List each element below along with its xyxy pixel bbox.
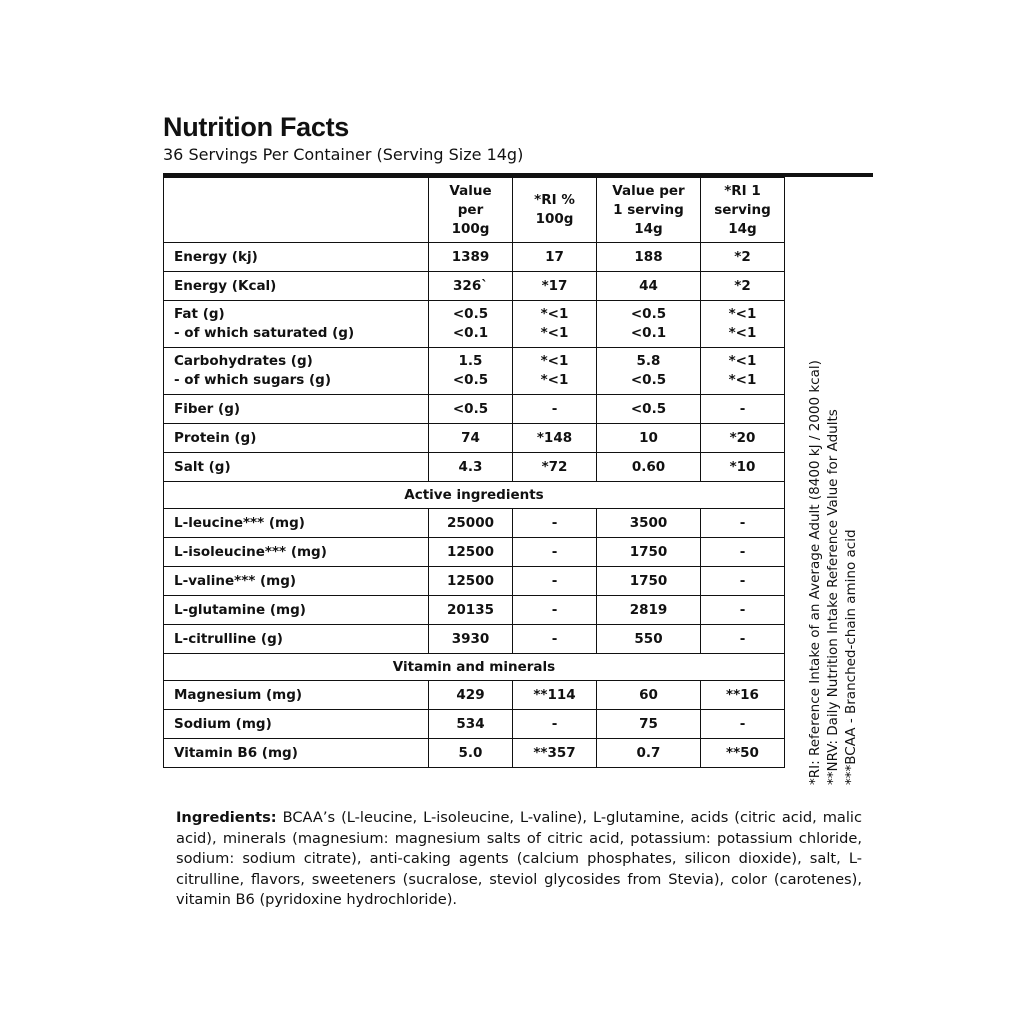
- page-title: Nutrition Facts: [163, 112, 350, 142]
- footnotes-rotated: [806, 165, 860, 785]
- cell-value-100g: <0.5: [429, 395, 513, 424]
- active-ingredients-heading: Active ingredients: [164, 482, 785, 509]
- cell-value-100g: [429, 348, 513, 395]
- cell-value-100g: 12500: [429, 567, 513, 596]
- cell-ri-serving: [701, 348, 785, 395]
- cell-ri-serving: *2: [701, 243, 785, 272]
- cell-ri-100g: -: [513, 395, 597, 424]
- cell-value-serving: 3500: [597, 509, 701, 538]
- footnote-ri: *RI: Reference Intake of an Average Adult (8400 kJ / 2000 kcal): [807, 360, 823, 785]
- header-empty-cell: [164, 178, 429, 243]
- row-label-main: Carbohydrates (g): [174, 353, 313, 369]
- row-label: [164, 348, 429, 395]
- cell-ri-100g: *148: [513, 424, 597, 453]
- row-label: [164, 301, 429, 348]
- cell-ri-100g: -: [513, 710, 597, 739]
- cell-main: *<1: [728, 306, 757, 322]
- cell-ri-100g: *72: [513, 453, 597, 482]
- row-label: L-isoleucine*** (mg): [164, 538, 429, 567]
- row-label-main: Fat (g): [174, 306, 225, 322]
- cell-value-100g: 12500: [429, 538, 513, 567]
- table-header-row: [164, 178, 785, 243]
- cell-ri-serving: *2: [701, 272, 785, 301]
- row-label: L-valine*** (mg): [164, 567, 429, 596]
- cell-value-100g: 1389: [429, 243, 513, 272]
- cell-value-100g: 74: [429, 424, 513, 453]
- cell-main: 5.8: [636, 353, 661, 369]
- table-row: [164, 453, 785, 482]
- cell-sub: <0.5: [630, 372, 667, 388]
- cell-value-serving: 44: [597, 272, 701, 301]
- ingredients-paragraph: [176, 808, 862, 911]
- cell-ri-100g: *17: [513, 272, 597, 301]
- cell-value-serving: 1750: [597, 538, 701, 567]
- footnote-bcaa: ***BCAA - Branched-chain amino acid: [843, 529, 859, 785]
- row-label: Sodium (mg): [164, 710, 429, 739]
- cell-sub: <0.5: [452, 372, 489, 388]
- cell-value-serving: 60: [597, 681, 701, 710]
- cell-ri-serving: *10: [701, 453, 785, 482]
- table-row: [164, 395, 785, 424]
- cell-value-serving: 1750: [597, 567, 701, 596]
- row-label: Vitamin B6 (mg): [164, 739, 429, 768]
- cell-value-serving: 550: [597, 625, 701, 654]
- row-label: Energy (kj): [164, 243, 429, 272]
- cell-sub: <0.1: [452, 325, 489, 341]
- cell-ri-serving: -: [701, 567, 785, 596]
- cell-ri-serving: [701, 301, 785, 348]
- ingredients-label: Ingredients:: [176, 809, 277, 826]
- row-label-sub: - of which saturated (g): [174, 325, 355, 341]
- cell-ri-100g: [513, 301, 597, 348]
- cell-ri-100g: -: [513, 538, 597, 567]
- cell-ri-100g: -: [513, 596, 597, 625]
- row-label: L-glutamine (mg): [164, 596, 429, 625]
- row-label: Fiber (g): [164, 395, 429, 424]
- cell-sub: <0.1: [630, 325, 667, 341]
- cell-sub: *<1: [540, 325, 569, 341]
- cell-value-100g: 20135: [429, 596, 513, 625]
- section-heading-row: [164, 482, 785, 509]
- section-heading-row: [164, 654, 785, 681]
- row-label: L-leucine*** (mg): [164, 509, 429, 538]
- cell-main: <0.5: [452, 306, 489, 322]
- cell-ri-100g: [513, 348, 597, 395]
- cell-ri-100g: -: [513, 509, 597, 538]
- cell-value-100g: [429, 301, 513, 348]
- cell-ri-100g: **114: [513, 681, 597, 710]
- header-value-serving: Value per 1 serving 14g: [597, 178, 701, 243]
- cell-main: 1.5: [458, 353, 483, 369]
- row-label: Energy (Kcal): [164, 272, 429, 301]
- cell-ri-serving: -: [701, 538, 785, 567]
- header-value-100g: Value per 100g: [429, 178, 513, 243]
- table-row: [164, 625, 785, 654]
- cell-value-100g: 4.3: [429, 453, 513, 482]
- table-row: [164, 710, 785, 739]
- cell-sub: *<1: [728, 325, 757, 341]
- cell-value-100g: 25000: [429, 509, 513, 538]
- cell-value-serving: [597, 301, 701, 348]
- cell-value-100g: 3930: [429, 625, 513, 654]
- nutrition-table: [163, 177, 785, 768]
- cell-ri-serving: -: [701, 395, 785, 424]
- cell-ri-serving: **16: [701, 681, 785, 710]
- cell-value-100g: 534: [429, 710, 513, 739]
- table-row: [164, 538, 785, 567]
- cell-sub: *<1: [540, 372, 569, 388]
- cell-ri-serving: *20: [701, 424, 785, 453]
- cell-value-serving: <0.5: [597, 395, 701, 424]
- cell-value-serving: 0.60: [597, 453, 701, 482]
- table-row: [164, 424, 785, 453]
- table-row: [164, 509, 785, 538]
- cell-ri-100g: -: [513, 625, 597, 654]
- cell-value-serving: 10: [597, 424, 701, 453]
- row-label: Salt (g): [164, 453, 429, 482]
- table-row: [164, 739, 785, 768]
- cell-sub: *<1: [728, 372, 757, 388]
- cell-value-serving: [597, 348, 701, 395]
- row-label: Magnesium (mg): [164, 681, 429, 710]
- cell-main: *<1: [728, 353, 757, 369]
- cell-value-serving: 75: [597, 710, 701, 739]
- table-row: [164, 272, 785, 301]
- servings-subtitle: 36 Servings Per Container (Serving Size 14g): [163, 145, 524, 164]
- cell-main: *<1: [540, 353, 569, 369]
- cell-value-100g: 429: [429, 681, 513, 710]
- table-row: [164, 567, 785, 596]
- cell-ri-serving: -: [701, 509, 785, 538]
- cell-ri-serving: **50: [701, 739, 785, 768]
- table-row: [164, 348, 785, 395]
- cell-value-serving: 0.7: [597, 739, 701, 768]
- vitamins-heading: Vitamin and minerals: [164, 654, 785, 681]
- table-row: [164, 596, 785, 625]
- cell-value-serving: 188: [597, 243, 701, 272]
- cell-value-100g: 5.0: [429, 739, 513, 768]
- cell-ri-100g: 17: [513, 243, 597, 272]
- table-row: [164, 243, 785, 272]
- header-ri-serving: *RI 1 serving 14g: [701, 178, 785, 243]
- cell-ri-100g: **357: [513, 739, 597, 768]
- table-row: [164, 681, 785, 710]
- row-label-sub: - of which sugars (g): [174, 372, 331, 388]
- row-label: L-citrulline (g): [164, 625, 429, 654]
- cell-main: <0.5: [630, 306, 667, 322]
- cell-ri-100g: -: [513, 567, 597, 596]
- cell-ri-serving: -: [701, 625, 785, 654]
- cell-value-serving: 2819: [597, 596, 701, 625]
- header-ri-100g: *RI % 100g: [513, 178, 597, 243]
- footnote-nrv: **NRV: Daily Nutrition Intake Reference Value for Adults: [825, 409, 841, 785]
- cell-ri-serving: -: [701, 710, 785, 739]
- cell-value-100g: 326`: [429, 272, 513, 301]
- row-label: Protein (g): [164, 424, 429, 453]
- cell-main: *<1: [540, 306, 569, 322]
- cell-ri-serving: -: [701, 596, 785, 625]
- ingredients-text: BCAA’s (L-leucine, L-isoleucine, L-valine), L-glutamine, acids (citric acid, malic acid), minerals (magnesium: magnesium salts of citric acid, potassium: potassium chloride, sodium: sodium citrate), anti-caking agents (calcium phosphates, silicon dioxide), salt, L-citrulline, flavors, sweeteners (sucralose, steviol glycosides from Stevia), color (carotenes), vitamin B6 (pyridoxine hydrochloride).: [176, 809, 862, 908]
- table-row: [164, 301, 785, 348]
